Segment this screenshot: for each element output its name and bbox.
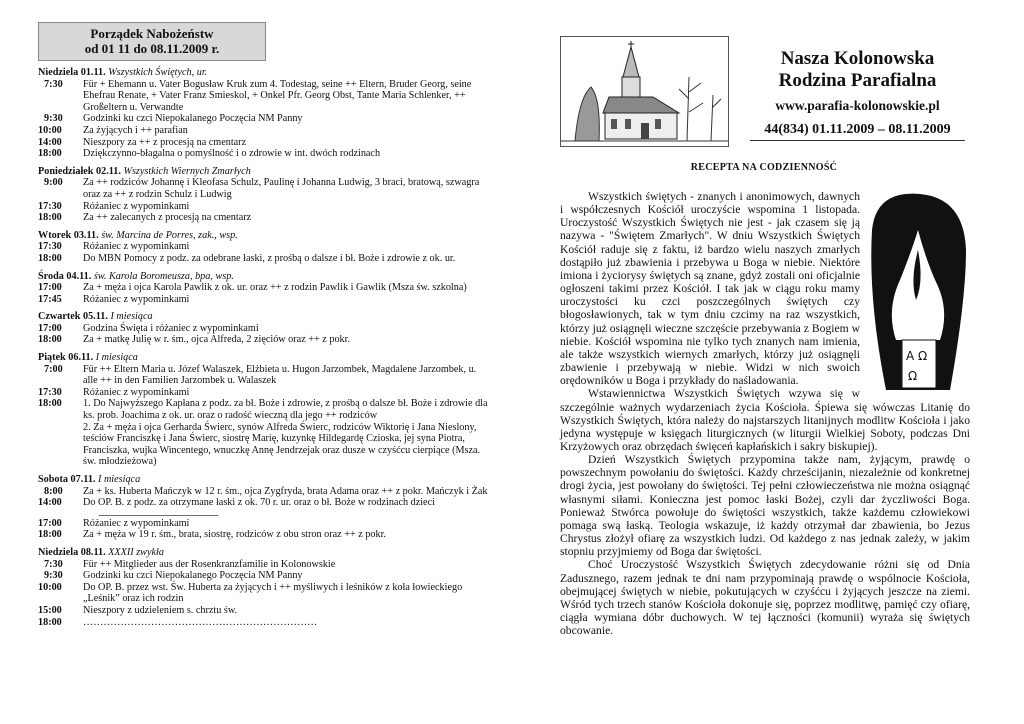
mass-entry bbox=[38, 253, 490, 265]
mass-intention: Nieszpory z udzieleniem s. chrztu św. bbox=[83, 604, 238, 616]
mass-entry bbox=[38, 559, 490, 571]
parish-website[interactable]: www.parafia-kolonowskie.pl bbox=[775, 98, 940, 113]
mass-intention: Für + Ehemann u. Vater Bogusław Kruk zum 4. Todestag, seine ++ Eltern, Bruder Georg, seine Ehefrau Renate, + Vater Franz Smieskol, + Onkel Pfr. Georg Obst, Tante Maria Schlenker, ++ Großeltern u. Verwandte bbox=[83, 78, 472, 113]
mass-intention: Do MBN Pomocy z podz. za odebrane łaski, z prośbą o dalsze i bł. Boże i zdrowie z ok. ur. bbox=[83, 252, 456, 264]
mass-time: 18:00 bbox=[38, 252, 62, 264]
mass-time: 17:00 bbox=[38, 517, 62, 529]
mass-entry bbox=[38, 113, 490, 125]
mass-time: 9:30 bbox=[44, 113, 63, 125]
mass-entry bbox=[38, 282, 490, 294]
day-date: Wtorek 03.11. bbox=[38, 229, 99, 241]
day-date: Niedziela 08.11. bbox=[38, 546, 106, 558]
mass-intention: Za żyjących i ++ parafian bbox=[83, 124, 188, 136]
mass-entry bbox=[38, 323, 490, 335]
schedule-dates: od 01 11 do 08.11.2009 r. bbox=[84, 41, 220, 56]
mass-time: 9:00 bbox=[44, 177, 63, 189]
day-feast: Wszystkich Wiernych Zmarłych bbox=[123, 165, 251, 177]
day-heading bbox=[38, 271, 490, 283]
mass-entry bbox=[38, 177, 490, 200]
mass-intention: Za ++ rodziców Johannę i Kleofasa Schulz, Paulinę i Johanna Ludwig, 3 braci, bratową, szwagra oraz za ++ z rodzin Schulz i Ludwig bbox=[83, 177, 480, 200]
mass-intention: …………………………………………………………… bbox=[83, 616, 318, 628]
mass-entry bbox=[38, 518, 490, 530]
mass-time: 17:45 bbox=[38, 293, 62, 305]
schedule-day bbox=[38, 547, 490, 628]
day-feast: św. Karola Boromeusza, bpa, wsp. bbox=[93, 270, 234, 282]
mass-time: 10:00 bbox=[38, 124, 62, 136]
mass-time: 18:00 bbox=[38, 148, 62, 160]
day-date: Środa 04.11. bbox=[38, 270, 92, 282]
mass-intention: Do OP. B. z podz. za otrzymane łaski z ok. 70 r. ur. oraz o bł. Boże w rodzinach dzieci bbox=[83, 497, 435, 509]
mass-time: 17:00 bbox=[38, 322, 62, 334]
mass-time: 7:30 bbox=[44, 558, 63, 570]
mass-time: 17:30 bbox=[38, 241, 62, 253]
day-feast: św. Marcina de Porres, zak., wsp. bbox=[101, 229, 238, 241]
issue-number: 44(834) 01.11.2009 – 08.11.2009 bbox=[750, 122, 965, 141]
mass-intention: Różaniec z wypominkami bbox=[83, 386, 190, 398]
mass-time bbox=[38, 422, 83, 468]
mass-entry bbox=[38, 364, 490, 387]
day-feast: XXXII zwykła bbox=[108, 546, 164, 558]
mass-intention: 1. Do Najwyższego Kapłana z podz. za bł. Boże i zdrowie, z prośbą o dalsze bł. Boże i zdrowie dla ks. prob. Joachima z ok. ur. oraz o radość wieczną dla jego ++ rodziców bbox=[83, 398, 488, 422]
mass-intention: Za + ks. Huberta Mańczyk w 12 r. śm., ojca Zygfryda, brata Adama oraz ++ z pokr. Mańczyk i Żak bbox=[83, 485, 488, 497]
mass-time: 9:30 bbox=[44, 570, 63, 582]
mass-time: 18:00 bbox=[38, 529, 62, 541]
mass-time: 17:30 bbox=[38, 200, 62, 212]
day-date: Piątek 06.11. bbox=[38, 352, 94, 364]
mass-time: 18:00 bbox=[38, 616, 62, 628]
candle-illustration bbox=[866, 190, 970, 390]
mass-intention: Dziękczynno-błagalna o pomyślność i o zdrowie w int. dwóch rodzinach bbox=[83, 148, 381, 160]
mass-schedule bbox=[38, 22, 490, 628]
mass-time: 18:00 bbox=[38, 398, 62, 410]
day-heading bbox=[38, 166, 490, 178]
mass-intention: Für ++ Mitglieder aus der Rosenkranzfamilie in Kolonowskie bbox=[83, 558, 336, 570]
mass-intention: Godzinki ku czci Niepokalanego Poczęcia NM Panny bbox=[83, 113, 303, 125]
mass-time: 14:00 bbox=[38, 136, 62, 148]
schedule-day bbox=[38, 311, 490, 346]
masthead-line1: Nasza Kolonowska bbox=[780, 48, 935, 69]
day-date: Niedziela 01.11. bbox=[38, 67, 106, 78]
day-heading bbox=[38, 311, 490, 323]
mass-intention: Godzina Święta i różaniec z wypominkami bbox=[83, 322, 259, 334]
mass-entry bbox=[38, 79, 490, 114]
mass-entry bbox=[38, 241, 490, 253]
schedule-day bbox=[38, 352, 490, 468]
mass-time: 17:30 bbox=[38, 386, 62, 398]
day-heading bbox=[38, 352, 490, 364]
day-feast: I miesiąca bbox=[95, 352, 138, 364]
day-feast: Wszystkich Świętych, ur. bbox=[108, 67, 208, 78]
mass-entry bbox=[38, 387, 490, 399]
mass-intention: Do OP. B. przez wst. Św. Huberta za żyjących i ++ myśliwych i leśników z koła łowieckiego „Leśnik” oraz ich rodzin bbox=[83, 581, 463, 605]
article-paragraph: Wstawiennictwa Wszystkich Świętych wzywa się w szczególnie ważnych wydarzeniach życia Kościoła. Śpiewa się wówczas Litanię do Wszystkich Świętych, która należy do najstarszych litanijnych modlitw Kościoła i jako jedyna występuje w księgach liturgicznych (w liturgii Wielkiej Soboty, podczas Dni Krzyżowych oraz obrzędach święceń kapłańskich i sakry biskupiej). bbox=[560, 387, 970, 453]
article-paragraph: Dzień Wszystkich Świętych przypomina także nam, żyjącym, prawdę o powszechnym powołaniu do świętości. Każdy chrześcijanin, niezależnie od konkretnej drogi życia, jest powołany do świętości. Tej pełni człowieczeństwa nie można osiągnąć własnymi siłami. Konieczna jest pomoc łaski Bożej, czyli dar życzliwości Boga. Ponieważ Stwórca powołuje do świętości wszystkich, także każdemu człowiekowi pomaga swą łaską. Teologia wskazuje, iż każdy otrzymał dar zbawienia, bo Jezus Chrystus złożył ofiarę za wszystkich ludzi. Od każdego z nas jednak zależy, w jakim stopniu przyjmiemy od Boga dar świętości. bbox=[560, 453, 970, 559]
mass-entry bbox=[38, 398, 490, 421]
mass-entry bbox=[38, 294, 490, 306]
schedule-title: Porządek Nabożeństw bbox=[90, 26, 214, 41]
mass-intention: Für ++ Eltern Maria u. Józef Walaszek, Elżbieta u. Hugon Jarzombek, Magdalene Jarzombek, u. alle ++ in den Familien Jarzombek u. Walaszek bbox=[83, 363, 477, 387]
mass-intention: Za ++ zalecanych z procesją na cmentarz bbox=[83, 212, 252, 224]
article bbox=[560, 190, 970, 637]
schedule-day bbox=[38, 67, 490, 160]
mass-entry bbox=[38, 334, 490, 346]
day-date: Czwartek 05.11. bbox=[38, 311, 108, 323]
mass-intention: 2. Za + męża i ojca Gerharda Świerc, synów Alfreda Świerc, rodziców Wiktorię i Jana Nieslony, teściów Franciszkę i Jana Świerc, siostrę Marię, kuzynkę Hildegardę Czioska, jej syna Piotra, Franciszka, wujka Wincentego, wnuczkę Annę Jendrzejak oraz dusze w czyśćcu cierpiące (Msza. św. młodzieżowa) bbox=[83, 421, 481, 468]
mass-intention: Za + męża i ojca Karola Pawlik z ok. ur. oraz ++ z rodzin Pawlik i Gawlik (Msza św. szkolna) bbox=[83, 282, 467, 294]
day-feast: I miesiąca bbox=[110, 311, 153, 323]
mass-time: 7:00 bbox=[44, 363, 63, 375]
mass-entry bbox=[38, 212, 490, 224]
mass-entry bbox=[38, 125, 490, 137]
mass-time: 8:00 bbox=[44, 485, 63, 497]
svg-text:A Ω: A Ω bbox=[906, 349, 928, 363]
mass-intention: Za + męża w 19 r. śm., brata, siostrę, rodziców z obu stron oraz ++ z pokr. bbox=[83, 529, 386, 541]
mass-entry bbox=[38, 201, 490, 213]
day-heading bbox=[38, 474, 490, 486]
mass-entry bbox=[38, 497, 490, 509]
recipe-heading: RECEPTA NA CODZIENNOŚĆ bbox=[690, 162, 838, 173]
masthead bbox=[750, 48, 965, 141]
day-feast: I miesiąca bbox=[98, 474, 141, 485]
mass-entry bbox=[38, 148, 490, 160]
mass-entry bbox=[38, 422, 490, 468]
mass-time: 15:00 bbox=[38, 604, 62, 616]
mass-intention: Różaniec z wypominkami bbox=[83, 241, 190, 253]
mass-intention: Różaniec z wypominkami bbox=[83, 293, 190, 305]
schedule-header bbox=[38, 22, 266, 61]
schedule-day bbox=[38, 271, 490, 306]
mass-intention: Nieszpory za ++ z procesją na cmentarz bbox=[83, 136, 247, 148]
mass-intention: Godzinki ku czci Niepokalanego Poczęcia NM Panny bbox=[83, 570, 303, 582]
mass-entry bbox=[38, 570, 490, 582]
mass-entry bbox=[38, 605, 490, 617]
mass-time: 18:00 bbox=[38, 334, 62, 346]
article-paragraph: Choć Uroczystość Wszystkich Świętych zdecydowanie różni się od Dnia Zadusznego, razem jednak te dni nam przypominają prawdę o wspólnocie Kościoła, obejmującej świętych w niebie, pokutujących w czyśćcu i żyjących jeszcze na ziemi. Wśród tych trzech stanów Kościoła dokonuje się, poprzez modlitwę, pamięć czy ofiarę, ciągła wymiana dóbr duchowych. W tej łączności (komunii) wyraża się świętych obcowanie. bbox=[560, 558, 970, 638]
mass-time: 14:00 bbox=[38, 497, 62, 509]
day-heading bbox=[38, 67, 490, 79]
mass-intention: Różaniec z wypominkami bbox=[83, 517, 190, 529]
day-date: Sobota 07.11. bbox=[38, 474, 96, 485]
mass-intention: Za + matkę Julię w r. śm., ojca Alfreda, 2 zięciów oraz ++ z pokr. bbox=[83, 334, 351, 346]
schedule-day bbox=[38, 230, 490, 265]
mass-intention: Różaniec z wypominkami bbox=[83, 200, 190, 212]
day-date: Poniedziałek 02.11. bbox=[38, 165, 121, 177]
mass-entry bbox=[38, 582, 490, 605]
schedule-day bbox=[38, 474, 490, 541]
day-heading bbox=[38, 547, 490, 559]
mass-entry bbox=[38, 529, 490, 541]
mass-time: 7:30 bbox=[44, 78, 63, 90]
day-heading bbox=[38, 230, 490, 242]
mass-entry bbox=[38, 617, 490, 629]
svg-text:Ω: Ω bbox=[908, 369, 918, 383]
masthead-line2: Rodzina Parafialna bbox=[778, 70, 937, 91]
dotted-separator: ........................................................................................................................ bbox=[98, 508, 218, 518]
mass-time: 17:00 bbox=[38, 282, 62, 294]
mass-time: 18:00 bbox=[38, 212, 62, 224]
schedule-day bbox=[38, 166, 490, 224]
mass-time: 10:00 bbox=[38, 581, 62, 593]
church-illustration bbox=[560, 36, 729, 147]
article-paragraph: Wszystkich świętych - znanych i anonimowych, dawnych i współczesnych Kościół uroczyście wspomina 1 listopada. Uroczystość Wszystkich Świętych nie jest - jak czasem się ją nazywa - "Świętem Zmarłych". W dniu Wszystkich Świętych Kościół raduje się z faktu, iż bardzo wielu naszych zmarłych dostąpiło już zbawienia i przebywa u Boga w niebie. Niektóre imiona i życiorysy świętych są znane, gdyż zostali oni oficjalnie ogłoszeni takimi przez Kościół. I tak jak w ciągu roku mamy uroczystości ku czci poszczególnych świętych czy błogosławionych, tak w tym dniu czcimy na raz wszystkich, którzy już osiągnęli wieczne szczęście przebywania z Bogiem w niebie. Kościół wspomina nie tylko tych znanych nam imienia, ale także wszystkich wiernych zmarłych, którzy już osiągnęli zbawienie i przebywają w niebie. Widzi w nich swoich orędowników u Boga i przykłady do naśladowania. bbox=[560, 190, 860, 388]
mass-entry bbox=[38, 137, 490, 149]
mass-entry bbox=[38, 486, 490, 498]
